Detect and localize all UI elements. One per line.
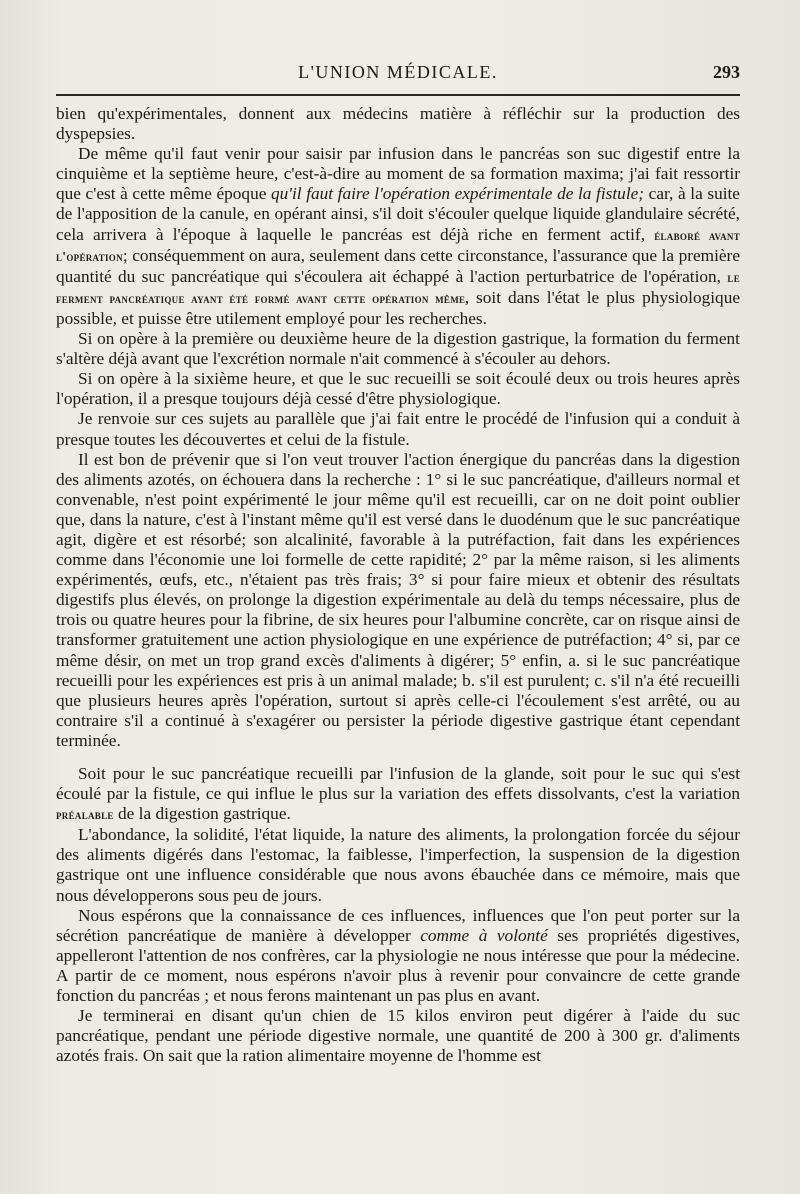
- small-caps-text: le ferment pancréatique ayant été formé avant cette opération même,: [56, 269, 740, 306]
- text-run: Il est bon de prévenir que si l'on veut trouver l'action énergique du pancréas dans la digestion des aliments azotés, on échouera dans la recherche : 1° si le suc pancréatique, d'ailleurs normal et convenable, n'est point expérimenté le jour même qu'il est recueilli, car on ne doit point oublier que, dans la nature, c'est à l'instant même qu'il est versé dans le duodénum que le suc pancréatique agit, digère et est résorbé; son alcalinité, favorable à la putréfaction, fait dans les expériences comme dans l'économie une loi formelle de cette rapidité; 2° par la même raison, si les aliments expérimentés, œufs, etc., n'étaient pas très frais; 3° si pour faire mieux et obtenir des résultats digestifs plus élevés, on prolonge la digestion expérimentale au delà du temps nécessaire, plus de trois ou quatre heures pour la fibrine, de six heures pour l'albumine concrète, car on risque ainsi de transformer gratuitement une action physiologique en une expérience de putréfaction; 4° si, par ce même désir, on met un trop grand excès d'aliments à digérer; 5° enfin, a. si le suc pancréatique recueilli pour les expériences est pris à un animal malade; b. s'il est purulent; c. s'il n'a été recueilli que plusieurs heures après l'opération, surtout si après celle-ci l'écoulement s'est arrêté, ou au contraire s'il a continué à s'exagérer ou persister la période digestive gastrique étant cependant terminée.: [56, 449, 740, 750]
- page-number: 293: [713, 62, 740, 82]
- italic-text: comme à volonté: [420, 925, 548, 945]
- paragraph: [56, 450, 740, 751]
- text-run: de la digestion gastrique.: [113, 804, 291, 824]
- text-run: Soit pour le suc pancréatique recueilli par l'infusion de la glande, soit pour le suc qui s'est écoulé par la fistule, ce qui influe le plus sur la variation des effets dissolvants, c'est la variation: [56, 764, 740, 804]
- paragraph: [56, 764, 740, 825]
- text-run: De même qu'il faut venir pour saisir par infusion dans le pancréas son suc digestif entre la cinquième et la septième heure, c'est-à-dire au moment de sa formation maxima; j'ai fait ressortir que c'est à cette même époque: [56, 144, 740, 204]
- paragraph: [56, 825, 740, 905]
- paragraph: [56, 906, 740, 1006]
- text-run: ses propriétés digestives, appelleront l'attention de nos confrères, car la physiologie ne nous intéresse que pour la médecine. A partir de ce moment, nous espérons n'avoir plus à revenir pour convaincre de cette grande fonction du pancréas ; et nous ferons maintenant un pas plus en avant.: [56, 925, 740, 1006]
- paragraph: [56, 104, 740, 144]
- text-run: Je terminerai en disant qu'un chien de 15 kilos environ peut digérer à l'aide du suc pancréatique, pendant une période digestive normale, une quantité de 200 à 300 gr. d'aliments azotés frais. On sait que la ration alimentaire moyenne de l'homme est: [56, 1006, 740, 1066]
- text-run: Je renvoie sur ces sujets au parallèle que j'ai fait entre le procédé de l'infusion qui a conduit à presque toutes les découvertes et celui de la fistule.: [56, 409, 740, 449]
- text-run: Si on opère à la sixième heure, et que le suc recueilli se soit écoulé deux ou trois heures après l'opération, il a presque toujours déjà cessé d'être physiologique.: [56, 369, 740, 409]
- paragraph: [56, 144, 740, 329]
- paragraph: [56, 1006, 740, 1066]
- text-run: soit dans l'état le plus physiologique possible, et puisse être utilement employé pour les recherches.: [56, 287, 740, 328]
- text-run: ; conséquemment on aura, seulement dans cette circonstance, l'assurance que la première quantité du suc pancréatique qui s'écoulera ait échappé à l'action perturbatrice de l'opération,: [56, 245, 740, 286]
- text-run: Nous espérons que la connaissance de ces influences, influences que l'on peut porter sur la sécrétion pancréatique de manière à développer: [56, 905, 740, 945]
- small-caps-text: élaboré avant l'opération: [56, 227, 740, 264]
- text-run: bien qu'expérimentales, donnent aux médecins matière à réfléchir sur la production des dyspepsies.: [56, 104, 740, 144]
- article-body: [56, 104, 740, 1066]
- text-run: car, à la suite de l'apposition de la canule, en opérant ainsi, s'il doit s'écouler quelque liquide glandulaire sécrété, cela arrivera à l'époque à laquelle le pancréas est déjà riche en ferment actif,: [56, 184, 740, 244]
- italic-text: qu'il faut faire l'opération expérimentale de la fistule;: [271, 184, 645, 204]
- paragraph: [56, 369, 740, 409]
- text-run: Si on opère à la première ou deuxième heure de la digestion gastrique, la formation du ferment s'altère déjà avant que l'excrétion normale n'ait commencé à s'écouler au dehors.: [56, 329, 740, 369]
- paragraph: [56, 329, 740, 369]
- small-caps-text: préalable: [56, 807, 114, 823]
- header-rule: [56, 94, 740, 96]
- text-run: L'abondance, la solidité, l'état liquide, la nature des aliments, la prolongation forcée du séjour des aliments digérés dans l'estomac, la faiblesse, l'imperfection, la suspension de la digestion gastrique ont une influence considérable que nous avons ébauchée dans ce mémoire, mais que nous développerons sous peu de jours.: [56, 825, 740, 905]
- running-head: L'UNION MÉDICALE.: [298, 62, 498, 82]
- paragraph: [56, 409, 740, 449]
- page-header: [56, 62, 740, 92]
